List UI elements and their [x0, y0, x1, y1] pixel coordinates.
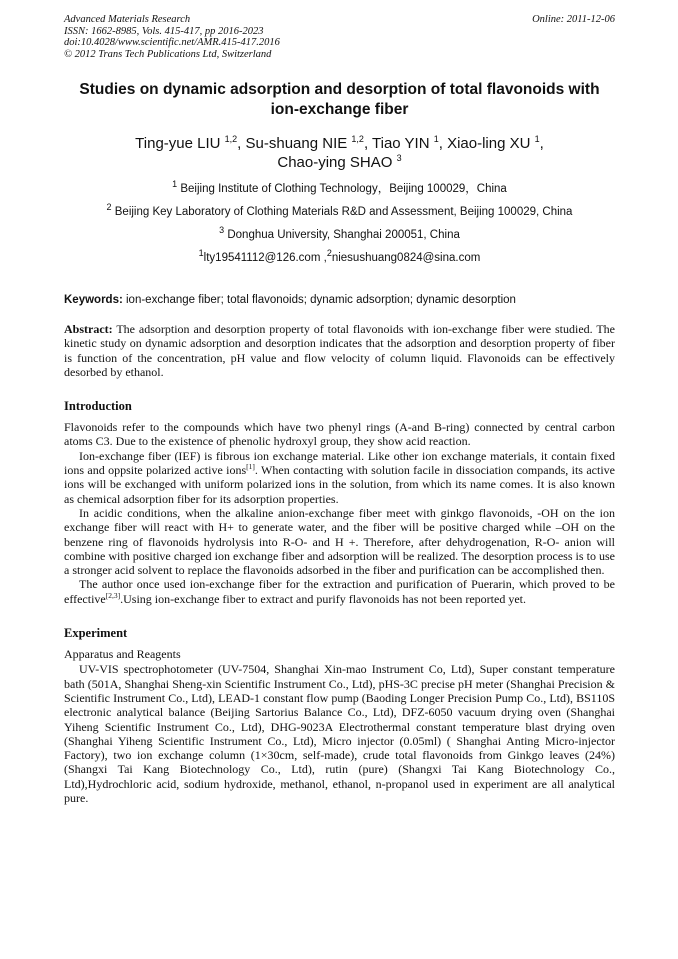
- intro-paragraph-3: In acidic conditions, when the alkaline anion-exchange fiber meet with ginkgo flavonoids, -OH on the ion exchange fiber will react with H+ to generate water, and the fiber will be positive charged while –OH on the benzene ring of flavonoids hydrolysis into R-O- and H +. Therefore, after dehydrogenation, R-O- anion will combine with positive charged ion exchange fiber and adsorption will be realized. The desorption process is to use a stronger acid solvent to replace the flavonoids adsorbed in the fiber and purification can be accomplished then.: [64, 505, 615, 578]
- affiliation-2: $^2$ Beijing Key Laboratory of Clothing Materials R&D and Assessment, Beijing 100029, China: [106, 202, 573, 218]
- keywords: [64, 293, 615, 307]
- intro-paragraph-1: Flavonoids refer to the compounds which have two phenyl rings (A-and B-ring) connected by central carbon atoms C3. Due to the existence of phenolic hydroxyl group, they show acid reaction.: [64, 420, 615, 449]
- author-name: Chao-ying SHAO: [277, 154, 393, 171]
- paper-page: [64, 14, 615, 805]
- author-affiliation-mark: 3: [396, 153, 402, 163]
- keywords-text: ion-exchange fiber; total flavonoids; dynamic adsorption; dynamic desorption: [126, 294, 516, 306]
- email-2: niesushuang0824@sina.com: [331, 252, 481, 264]
- author-name: Tiao YIN: [372, 135, 430, 152]
- author-name: Ting-yue LIU: [135, 135, 221, 152]
- author-affiliation-mark: 1: [534, 134, 540, 144]
- online-date: Online: 2011-12-06: [532, 14, 615, 25]
- affiliation-1: $^1$ Beijing Institute of Clothing Technology，Beijing 100029，China: [172, 179, 507, 195]
- citation: [1]: [246, 462, 255, 472]
- author-emails: $^1$lty19541112@126.com ,$^2$niesushuang0824@sina.com: [198, 248, 481, 264]
- affiliation-3: $^3$ Donghua University, Shanghai 200051, China: [219, 225, 460, 241]
- copyright-line: © 2012 Trans Tech Publications Ltd, Switzerland: [64, 48, 272, 60]
- intro-paragraph-2: Ion-exchange fiber (IEF) is fibrous ion exchange material. Like other ion exchange materials, it contain fixed ions and oppsite polarized active ions[1]. When contacting with solution facile in dissociation compands, its active ions will be exchanged with uniform polarized ions in the solution, from which its name comes. It is also known as chemical adsorption fiber for its adsorption properties.: [64, 448, 615, 506]
- author-affiliation-mark: 1: [433, 134, 439, 144]
- citation: [2,3]: [105, 590, 121, 600]
- author-name: Xiao-ling XU: [447, 135, 531, 152]
- doi-line: doi:10.4028/www.scientific.net/AMR.415-417.2016: [64, 37, 280, 48]
- email-1: lty19541112@126.com ,: [203, 252, 327, 264]
- author-affiliation-mark: 1,2: [224, 134, 238, 144]
- journal-header: [64, 14, 615, 60]
- subsection-heading-apparatus: Apparatus and Reagents: [64, 647, 181, 662]
- experiment-paragraph-1: UV-VIS spectrophotometer (UV-7504, Shanghai Xin-mao Instrument Co, Ltd), Super constant temperature bath (501A, Shanghai Sheng-xin Scientific Instrument Co., Ltd), pHS-3C precise pH meter (Shanghai Precision & Scientific Instrument Co., Ltd), LEAD-1 constant flow pump (Baoding Longer Precision Pump Co., Ltd), BS110S electronic analytical balance (Beijing Sartorius Balance Co., Ltd), DFZ-6050 vacuum drying oven (Shanghai Yiheng Scientific Instrument Co., Ltd), DHG-9023A Electrothermal constant temperature blast drying oven (Shanghai Yiheng Scientific Instrument Co., Ltd), Micro injector (0.05ml) ( Shanghai Anting Micro-injector Factory), two ion exchange column (1×30cm, self-made), crude total flavonoids from Ginkgo leaves (24%) (Shangxi Tai Kang Biotechnology Co., Ltd), rutin (pure) (Shangxi Tai Kang Biotechnology Co., Ltd),Hydrochloric acid, sodium hydroxide, methanol, ethanol, n-propanol used in experiment are all analytical pure.: [64, 662, 615, 806]
- abstract: [64, 322, 615, 379]
- issn-line: ISSN: 1662-8985, Vols. 415-417, pp 2016-2023: [64, 25, 264, 37]
- paper-title: Studies on dynamic adsorption and desorption of total flavonoids with ion-exchange fiber: [79, 81, 600, 118]
- abstract-label: Abstract:: [64, 322, 113, 336]
- author-name: Su-shuang NIE: [245, 135, 348, 152]
- intro-paragraph-4: The author once used ion-exchange fiber for the extraction and purification of Puerarin, which proved to be effective[2,3].Using ion-exchange fiber to extract and purify flavonoids has not been reported yet.: [64, 577, 615, 606]
- abstract-text: The adsorption and desorption property of total flavonoids with ion-exchange fiber were studied. The kinetic study on dynamic adsorption and desorption indicates that the adsorption and desorption property of fiber is function of the concentration, pH value and flow velocity of column liquid. Flavonoids can be effectively desorbed by ethanol.: [64, 322, 615, 379]
- journal-name: Advanced Materials Research: [64, 14, 191, 25]
- section-heading-experiment: Experiment: [64, 626, 128, 641]
- author-affiliation-mark: 1,2: [351, 134, 364, 144]
- author-list: Ting-yue LIU $^{1,2}$, Su-shuang NIE $^{1,2}$, Tiao YIN $^1$, Xiao-ling XU $^1$, Chao-ying SHAO $^3$: [135, 134, 544, 171]
- section-heading-introduction: Introduction: [64, 399, 132, 414]
- keywords-label: Keywords:: [64, 294, 123, 306]
